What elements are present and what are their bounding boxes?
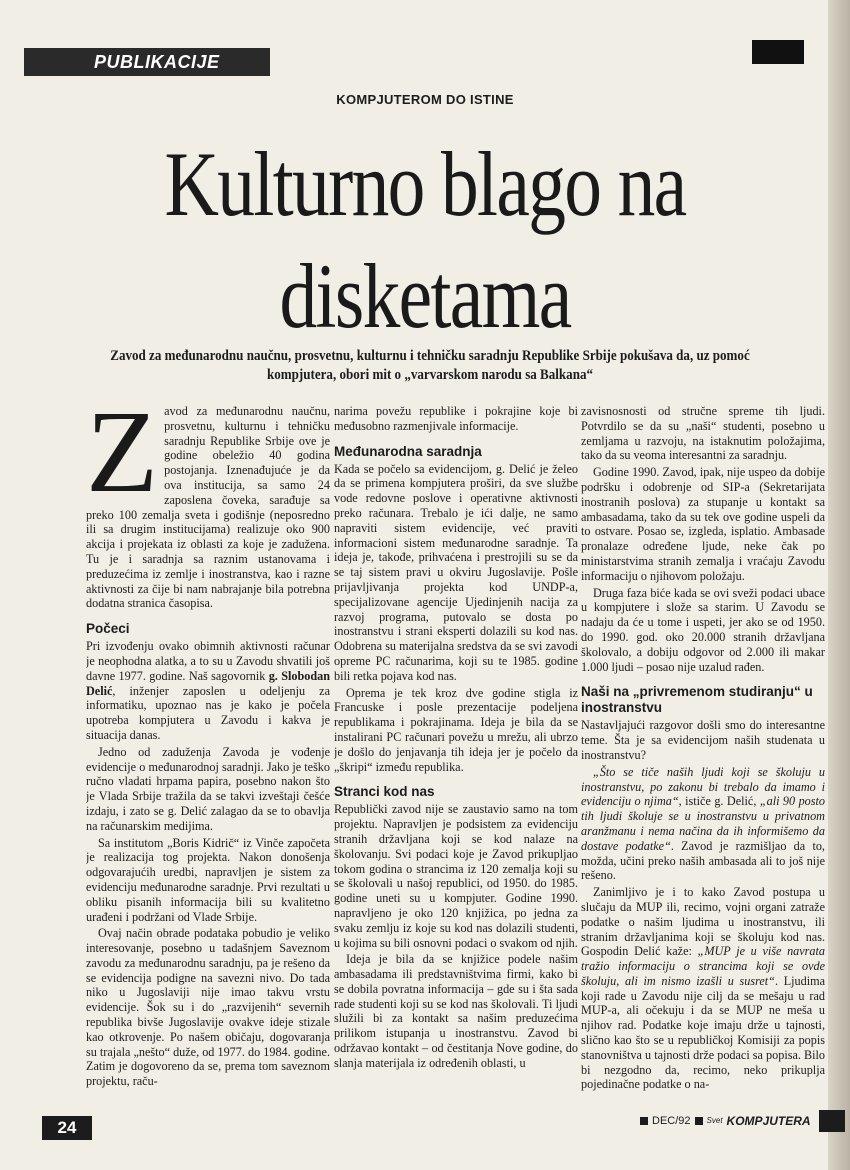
lede: Zavod za međunarodnu naučnu, prosvetnu, kulturnu i tehničku saradnju Republike Srbije pokušava da, uz pomoć kompjutera, obori mit o „varvarskom narodu sa Balkana“ xyxy=(110,348,750,383)
kicker: KOMPJUTEROM DO ISTINE xyxy=(336,92,514,107)
page-number: 24 xyxy=(42,1116,92,1140)
text-run: . Zavod je razmišljao da to, možda, učini preko naših ambasada ali to još nije rešeno. xyxy=(581,838,825,883)
text-run: Pri izvođenju ovako obimnih aktivnosti računar je neophodna alatka, a to su u Zavodu shvatili još davne 1977. godine. Naš sagovornik xyxy=(86,639,330,683)
paragraph: Jedno od zaduženja Zavoda je vođenje evidencije o međunarodnoj saradnji. Jako je teško ručno vladati hrpama papira, posebno nakon što je Vlada Srbije tražila da se takvi izveštaji češće izdaju, i zato se g. Delić zalagao da se to obavlja na računarskim medijima. xyxy=(86,744,330,833)
paragraph xyxy=(86,639,330,743)
section-tag: PUBLIKACIJE xyxy=(24,48,270,76)
square-bullet-icon xyxy=(695,1117,703,1125)
quote: „ali 90 posto tih ljudi školuje se u inostranstvu u privatnom aranžmanu i nema načina da ih informišemo da dostave podatke“ xyxy=(581,794,825,853)
publication-prefix: Svet xyxy=(706,1116,723,1125)
interviewee-name: g. Slobodan Delić xyxy=(86,668,330,698)
paragraph: Ideja je bila da se knjižice podele našim ambasadama ili predstavništvima firmi, kako bi se dobila povratna informacija – gde su i šta sada rade studenti koji su se kod nas školovali. Ti ljudi služili bi za kontakt sa našim preduzećima prilikom istupanja u inostranstvu. Zavod bi održavao kontakt – od čestitanja Nove godine, do slanja materijala iz određenih oblasti, u xyxy=(334,952,578,1070)
quote: „MUP je u više navrata tražio informaciju o strancima koji se ovde školuju, ali im nismo izašli u susret“ xyxy=(581,944,825,988)
paragraph: Druga faza biće kada se ovi sveži podaci ubace u kompjutere i slože sa starim. U Zavodu se nadaju da će u tome i uspeti, jer ako se od 1950. do 1990. god. oko 20.000 stranih državljana školovalo, a dobiju odgovor od 2.000 ili makar 1.000 ljudi – posao nije uzalud rađen. xyxy=(581,585,825,674)
paragraph: Kada se počelo sa evidencijom, g. Delić je želeo da se primena kompjutera proširi, da sve službe vode redovne poslove i operativne aktivnosti preko računara. Trebalo je ići dalje, ne samo napraviti sistem evidencije, već praviti informacioni sistem međunarodne saradnje. Ta ideja je, takođe, prihvaćena i prestrojili su se da se taj sistem pravi u okviru Jugoslavije. Pošle prijavljivanja projekta kod UNDP-a, specijalizovane agencije Ujedinjenih nacija za razvoj programa, putovalo se dosta po inostranstvu i strani eksperti dolazili su kod nas. Odobrena su materijalna sredstva da se svi zavodi opreme PC računarima, koji su te 1985. godine bili retka pojava kod nas. xyxy=(334,461,578,683)
subhead-saradnja: Međunarodna saradnja xyxy=(334,443,482,459)
text-run: , ističe g. Delić, xyxy=(678,794,760,809)
paragraph: Sa institutom „Boris Kidrič“ iz Vinče započeta je realizacija tog projekta. Nakon donošenja odgovarajućih uredbi, napravljen je sistem za evidenciju međunarodne saradnje. Prvi rezultati u obliku pisanih informacija bili su kvalitetno urađeni i podržani od Vlade Srbije. xyxy=(86,835,330,924)
article-column-2 xyxy=(334,404,578,1134)
paragraph: zavisnosnosti od stručne spreme tih ljudi. Potvrdilo se da su „naši“ studenti, posebno u zemljama u razvoju, na istaknutim položajima, tako da su veoma interesantni za saradnju. xyxy=(581,404,825,463)
text-run: , inženjer zaposlen u odeljenju za informatiku, upoznao nas je kako je počela upotreba kompjutera u Zavodu i kakva je situacija danas. xyxy=(86,683,330,742)
article-column-1 xyxy=(86,404,330,1134)
headline: Kulturno blago na disketama xyxy=(164,133,686,347)
paragraph: Nastavljajući razgovor došli smo do interesantne teme. Šta je sa evidencijom naših studenata u inostranstvu? xyxy=(581,718,825,762)
drop-cap: Z xyxy=(86,404,159,517)
paragraph: Republički zavod nije se zaustavio samo na tom projektu. Napravljen je podsistem za evidenciju stranih državljana koji se kod nalaze na školovanju. Svi podaci koje je Zavod prikupljao tokom godina o strancima iz 120 zemalja koji su se školovali u našoj republici, od 1950. do 1985. godine uneti su u kompjuter. Godine 1990. napravljeno je oko 120 knjižica, po jedna za svaku zemlju iz koje su kod nas dolazili studenti, u kojima su bili osnovni podaci o svakom od njih. xyxy=(334,802,578,950)
subhead-nasi: Naši na „privremenom studiranju“ u inostranstvu xyxy=(581,684,813,716)
publication-name: KOMPJUTERA xyxy=(726,1114,811,1128)
paragraph: Godine 1990. Zavod, ipak, nije uspeo da dobije podršku i odobrenje od SIP-a (Sekretarijata inostranih poslova) za stupanje u kontakt sa ambasadama, tako da su tek ove godine uspeli da to ostvare. Posao se, izgleda, isplatio. Ambasade pronalaze određene ljude, neke čak po ministarstvima stranih zemalja i vraćaju Zavodu informaciju o njihovom položaju. xyxy=(581,465,825,583)
paragraph: Ovaj način obrade podataka pobudio je veliko interesovanje, posebno u tadašnjem Saveznom zavodu za međunarodnu saradnju, pa je rešeno da se evidencija podigne na savezni nivo. Do tada niko u Jugoslaviji nije imao takvu vrstu evidencije. Šok su i do „razvijenih“ severnih republika bivše Jugoslavije ovakve ideje stizale kao otkrovenje. Po našem običaju, dogovaranja su trajala „nešto“ duže, od 1977. do 1984. godine. Zatim je dogovoreno da se, prema tom saveznom projektu, raču- xyxy=(86,926,330,1089)
text-run: Zanimljivo je i to kako Zavod postupa u slučaju da MUP ili, recimo, vojni organi zatraže podatke o našim ljudima u inostranstvu, ili stranim državljanima koji se školuju kod nas. Gospodin Delić kaže: xyxy=(581,885,825,959)
square-bullet-icon xyxy=(640,1117,648,1125)
intro-paragraph xyxy=(86,404,330,611)
page-edge xyxy=(828,0,850,1170)
quote: „Što se tiče naših ljudi koji se školuju u inostranstvu, po zakonu bi trebalo da imamo i evidenciju o njima“ xyxy=(581,764,825,809)
article-column-3 xyxy=(581,404,825,1134)
footer-block xyxy=(819,1110,845,1132)
text-run: . Ljudima koji rade u Zavodu nije cilj da se mešaju u rad MUP-a, ali očekuju i da se MUP ne meša u njihov rad. Podatke koje imaju drže u tajnosti, slično kao što se u republičkoj Komisiji za popis stanovništva u tajnosti drže podaci sa popisa. Bilo bi nezgodno da, recimo, neko prikuplja pojedinačne podatke o na- xyxy=(581,973,825,1092)
issue-date: DEC/92 xyxy=(652,1115,691,1127)
paragraph: Oprema je tek kroz dve godine stigla iz Francuske i posle prezentacije podeljena republikama i pokrajinama. Ideja je bila da se instalirani PC računari povežu u mrežu, ali ubrzo je došlo do jenjavanja tih ideja jer je počelo da „škripi“ između republika. xyxy=(334,685,578,774)
paragraph: narima povežu republike i pokrajine koje bi međusobno razmenjivale informacije. xyxy=(334,404,578,433)
intro-text: avod za međunarodnu naučnu, prosvetnu, kulturnu i tehničku saradnju Republike Srbije ove je godine obeležio 40 godina postojanja. Iznenađujuće je da ova institucija, sa samo 24 zaposlena čoveka, sarađuje sa preko 100 zemalja sveta i godišnje (neposredno ili sa drugim institucijama) realizuje oko 900 akcija i projekata iz oblasti za koje je zadužena. Tu je i saradnja sa raznim ustanovama i preduzećima iz zemlje i inostranstva, kao i razne aktivnosti za čije bi nam nabrajanje bila potrebna dodatna stranica časopisa. xyxy=(86,404,330,611)
subhead-poceci: Počeci xyxy=(86,621,130,637)
corner-block xyxy=(752,40,804,64)
footer xyxy=(640,1110,845,1132)
subhead-stranci: Stranci kod nas xyxy=(334,784,435,800)
paragraph xyxy=(581,885,825,1092)
paragraph xyxy=(581,765,825,883)
